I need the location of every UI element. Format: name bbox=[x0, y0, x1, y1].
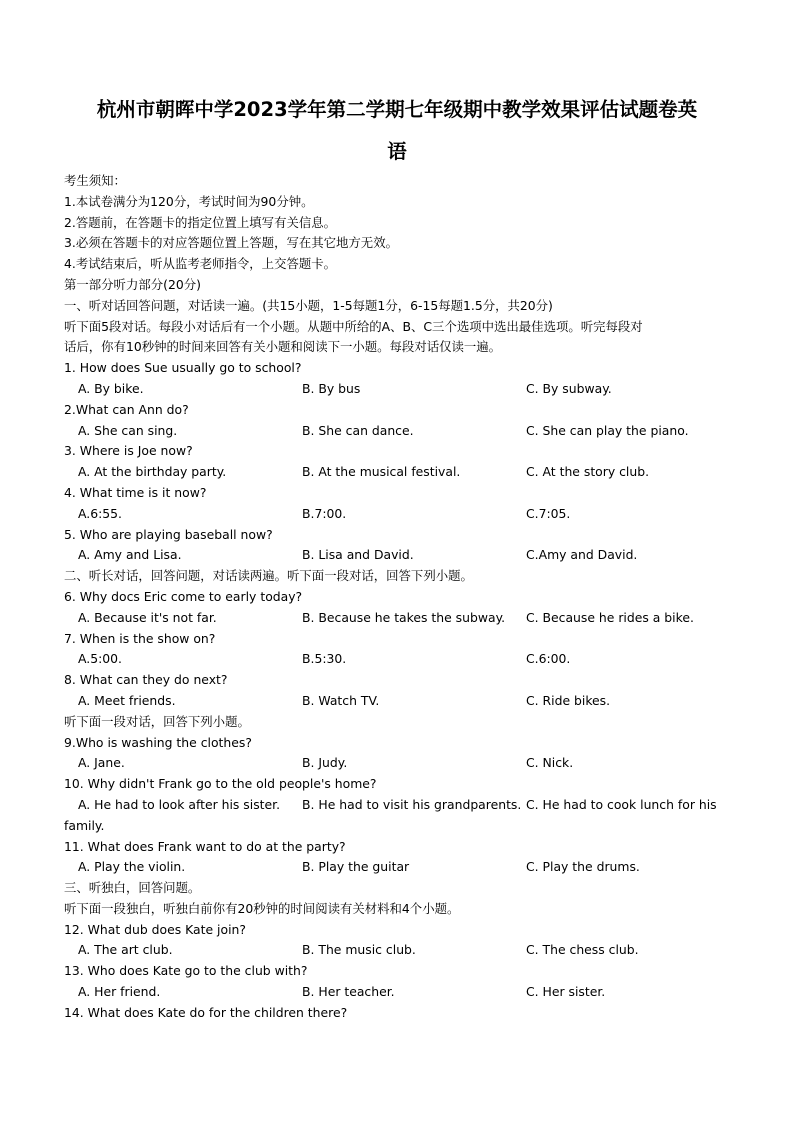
question-options bbox=[64, 649, 732, 670]
option-a: A. At the birthday party. bbox=[78, 464, 227, 480]
option-b: B. Play the guitar bbox=[302, 859, 410, 875]
option-c-continuation: family. bbox=[64, 817, 105, 833]
section1-heading: 一、听对话回答问题，对话读一遍。(共15小题，1-5每题1分，6-15每题1.5分，共20分) bbox=[64, 297, 553, 313]
option-b: B. The music club. bbox=[302, 942, 416, 958]
question-options bbox=[64, 504, 732, 525]
option-b: B. Watch TV. bbox=[302, 692, 380, 708]
question-options bbox=[64, 795, 732, 816]
question-text: 9.Who is washing the clothes? bbox=[64, 734, 252, 750]
option-c: C. The chess club. bbox=[526, 942, 639, 958]
question-text: 2.What can Ann do? bbox=[64, 401, 189, 417]
notice-item: 4.考试结束后，听从监考老师指令，上交答题卡。 bbox=[64, 256, 337, 272]
part1-heading: 第一部分听力部分(20分) bbox=[64, 276, 201, 292]
notice-heading: 考生须知： bbox=[64, 173, 126, 188]
section1-instruction: 听下面5段对话。每段小对话后有一个小题。从题中所给的A、B、C三个选项中选出最佳选项。听完每段对 bbox=[64, 318, 643, 334]
question-options bbox=[64, 545, 732, 566]
question-text: 4. What time is it now? bbox=[64, 484, 207, 500]
option-c: C.6:00. bbox=[526, 651, 571, 667]
option-b: B. Because he takes the subway. bbox=[302, 609, 506, 625]
question-text: 3. Where is Joe now? bbox=[64, 443, 193, 459]
option-b: B. Her teacher. bbox=[302, 984, 395, 1000]
question-text: 11. What does Frank want to do at the party? bbox=[64, 838, 346, 854]
option-b: B. Lisa and David. bbox=[302, 547, 414, 563]
exam-title-line1: 杭州市朝晖中学2023学年第二学期七年级期中教学效果评估试题卷英 bbox=[96, 98, 698, 121]
question-options bbox=[64, 857, 732, 878]
option-a: A. She can sing. bbox=[78, 422, 178, 438]
option-a: A. Play the violin. bbox=[78, 859, 186, 875]
exam-body bbox=[64, 171, 732, 1024]
question-options bbox=[64, 691, 732, 712]
question-text: 1. How does Sue usually go to school? bbox=[64, 360, 302, 376]
notice-item: 3.必须在答题卡的对应答题位置上答题，写在其它地方无效。 bbox=[64, 235, 398, 251]
option-a: A. He had to look after his sister. bbox=[78, 796, 281, 812]
question-options bbox=[64, 753, 732, 774]
option-b: B.7:00. bbox=[302, 505, 347, 521]
section3-heading: 三、听独白，回答问题。 bbox=[64, 880, 201, 896]
option-b: B. He had to visit his grandparents. bbox=[302, 796, 522, 812]
section1-instruction: 话后，你有10秒钟的时间来回答有关小题和阅读下一小题。每段对话仅读一遍。 bbox=[64, 339, 502, 355]
option-c: C. Nick. bbox=[526, 755, 574, 771]
question-options bbox=[64, 982, 732, 1003]
question-text: 5. Who are playing baseball now? bbox=[64, 526, 273, 542]
question-text: 14. What does Kate do for the children there? bbox=[64, 1004, 348, 1020]
option-c: C.7:05. bbox=[526, 505, 571, 521]
section3-instruction: 听下面一段独白，听独白前你有20秒钟的时间阅读有关材料和4个小题。 bbox=[64, 900, 460, 916]
option-b: B. Judy. bbox=[302, 755, 348, 771]
option-a: A. By bike. bbox=[78, 380, 144, 396]
question-text: 8. What can they do next? bbox=[64, 672, 228, 688]
question-text: 12. What dub does Kate join? bbox=[64, 921, 246, 937]
question-options bbox=[64, 940, 732, 961]
option-b: B.5:30. bbox=[302, 651, 347, 667]
option-c: C. Play the drums. bbox=[526, 859, 640, 875]
option-a: A. Amy and Lisa. bbox=[78, 547, 182, 563]
option-b: B. She can dance. bbox=[302, 422, 414, 438]
notice-item: 2.答题前，在答题卡的指定位置上填写有关信息。 bbox=[64, 214, 337, 230]
section2-instruction: 听下面一段对话，回答下列小题。 bbox=[64, 713, 250, 729]
question-text: 6. Why docs Eric come to early today? bbox=[64, 588, 303, 604]
option-c: C. Ride bikes. bbox=[526, 692, 611, 708]
option-c: C. By subway. bbox=[526, 380, 612, 396]
question-options bbox=[64, 421, 732, 442]
option-c: C. She can play the piano. bbox=[526, 422, 689, 438]
option-c: C. Her sister. bbox=[526, 984, 606, 1000]
notice-item: 1.本试卷满分为120分，考试时间为90分钟。 bbox=[64, 193, 314, 209]
question-text: 10. Why didn't Frank go to the old people's home? bbox=[64, 776, 377, 792]
option-a: A.6:55. bbox=[78, 505, 122, 521]
section2-heading: 二、听长对话，回答问题，对话读两遍。听下面一段对话，回答下列小题。 bbox=[64, 568, 473, 584]
exam-title-line2: 语 bbox=[387, 140, 407, 163]
option-c: C.Amy and David. bbox=[526, 547, 638, 563]
option-c: C. At the story club. bbox=[526, 464, 650, 480]
option-a: A.5:00. bbox=[78, 651, 122, 667]
option-a: A. Jane. bbox=[78, 755, 125, 771]
question-text: 13. Who does Kate go to the club with? bbox=[64, 963, 308, 979]
question-text: 7. When is the show on? bbox=[64, 630, 216, 646]
option-b: B. By bus bbox=[302, 380, 361, 396]
option-a: A. The art club. bbox=[78, 942, 173, 958]
question-options bbox=[64, 379, 732, 400]
question-options bbox=[64, 462, 732, 483]
option-a: A. Meet friends. bbox=[78, 692, 176, 708]
option-b: B. At the musical festival. bbox=[302, 464, 461, 480]
option-a: A. Because it's not far. bbox=[78, 609, 217, 625]
option-c: C. He had to cook lunch for his bbox=[526, 796, 717, 812]
option-a: A. Her friend. bbox=[78, 984, 161, 1000]
option-c: C. Because he rides a bike. bbox=[526, 609, 694, 625]
question-options bbox=[64, 608, 732, 629]
